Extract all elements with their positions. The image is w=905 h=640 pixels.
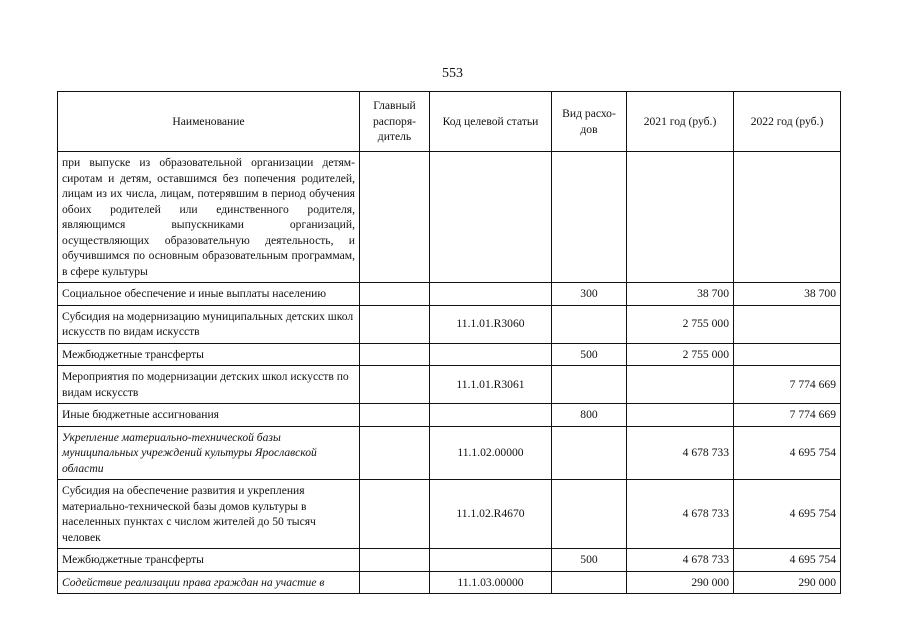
row-type	[552, 480, 627, 549]
row-2022	[734, 305, 841, 343]
row-2021	[627, 152, 734, 283]
row-code	[430, 404, 552, 427]
row-ministry	[360, 571, 430, 594]
row-type	[552, 366, 627, 404]
row-2021: 4 678 733	[627, 426, 734, 480]
row-ministry	[360, 343, 430, 366]
row-ministry	[360, 152, 430, 283]
row-type: 500	[552, 343, 627, 366]
header-name: Наименование	[58, 92, 360, 152]
row-2022: 7 774 669	[734, 404, 841, 427]
header-ministry: Главный распоря- дитель	[360, 92, 430, 152]
budget-table	[57, 91, 841, 594]
table-row	[58, 366, 841, 404]
row-2022	[734, 152, 841, 283]
row-type	[552, 152, 627, 283]
row-name: Укрепление материально-технической базы муниципальных учреждений культуры Ярославской области	[58, 426, 360, 480]
row-type	[552, 426, 627, 480]
row-code: 11.1.01.R3061	[430, 366, 552, 404]
row-2022: 38 700	[734, 283, 841, 306]
page-number: 553	[442, 66, 463, 81]
row-2022: 7 774 669	[734, 366, 841, 404]
header-year-2022: 2022 год (руб.)	[734, 92, 841, 152]
row-2022: 290 000	[734, 571, 841, 594]
table-row	[58, 571, 841, 594]
row-ministry	[360, 366, 430, 404]
row-2022: 4 695 754	[734, 480, 841, 549]
header-year-2021: 2021 год (руб.)	[627, 92, 734, 152]
row-ministry	[360, 426, 430, 480]
table-row	[58, 152, 841, 283]
header-expense-type: Вид расхо- дов	[552, 92, 627, 152]
row-2021: 4 678 733	[627, 549, 734, 572]
row-code: 11.1.01.R3060	[430, 305, 552, 343]
table-row	[58, 283, 841, 306]
row-2021: 2 755 000	[627, 305, 734, 343]
row-type	[552, 305, 627, 343]
row-ministry	[360, 480, 430, 549]
row-2021: 4 678 733	[627, 480, 734, 549]
table-row	[58, 343, 841, 366]
row-name: Иные бюджетные ассигнования	[58, 404, 360, 427]
row-name: Субсидия на обеспечение развития и укрепления материально-технической базы домов культуры в населенных пунктах с числом жителей до 50 тысяч человек	[58, 480, 360, 549]
row-type: 800	[552, 404, 627, 427]
row-type: 300	[552, 283, 627, 306]
row-name: при выпуске из образовательной организации детям-сиротам и детям, оставшимся без попечения родителей, лицам из их числа, лицам, потерявшим в период обучения обоих родителей или единственного родителя, являющимся выпускниками организаций, осуществляющих образовательную деятельность, и обучившимся по основным образовательным программам, в сфере культуры	[58, 152, 360, 283]
table-header-row	[58, 92, 841, 152]
row-2022	[734, 343, 841, 366]
row-code: 11.1.02.R4670	[430, 480, 552, 549]
row-ministry	[360, 283, 430, 306]
row-name: Содействие реализации права граждан на участие в	[58, 571, 360, 594]
row-2021: 290 000	[627, 571, 734, 594]
row-ministry	[360, 549, 430, 572]
table-row	[58, 480, 841, 549]
row-code	[430, 343, 552, 366]
row-2021	[627, 404, 734, 427]
row-type	[552, 571, 627, 594]
table-row	[58, 426, 841, 480]
row-type: 500	[552, 549, 627, 572]
row-name: Социальное обеспечение и иные выплаты населению	[58, 283, 360, 306]
row-ministry	[360, 404, 430, 427]
row-code	[430, 549, 552, 572]
row-2021	[627, 366, 734, 404]
row-code: 11.1.03.00000	[430, 571, 552, 594]
row-name: Межбюджетные трансферты	[58, 343, 360, 366]
row-name: Межбюджетные трансферты	[58, 549, 360, 572]
row-code	[430, 152, 552, 283]
row-name: Субсидия на модернизацию муниципальных детских школ искусств по видам искусств	[58, 305, 360, 343]
row-name: Мероприятия по модернизации детских школ искусств по видам искусств	[58, 366, 360, 404]
table-row	[58, 305, 841, 343]
row-2021: 2 755 000	[627, 343, 734, 366]
row-2022: 4 695 754	[734, 549, 841, 572]
header-target-code: Код целевой статьи	[430, 92, 552, 152]
row-code	[430, 283, 552, 306]
table-row	[58, 404, 841, 427]
table-row	[58, 549, 841, 572]
row-2021: 38 700	[627, 283, 734, 306]
row-code: 11.1.02.00000	[430, 426, 552, 480]
row-2022: 4 695 754	[734, 426, 841, 480]
row-ministry	[360, 305, 430, 343]
